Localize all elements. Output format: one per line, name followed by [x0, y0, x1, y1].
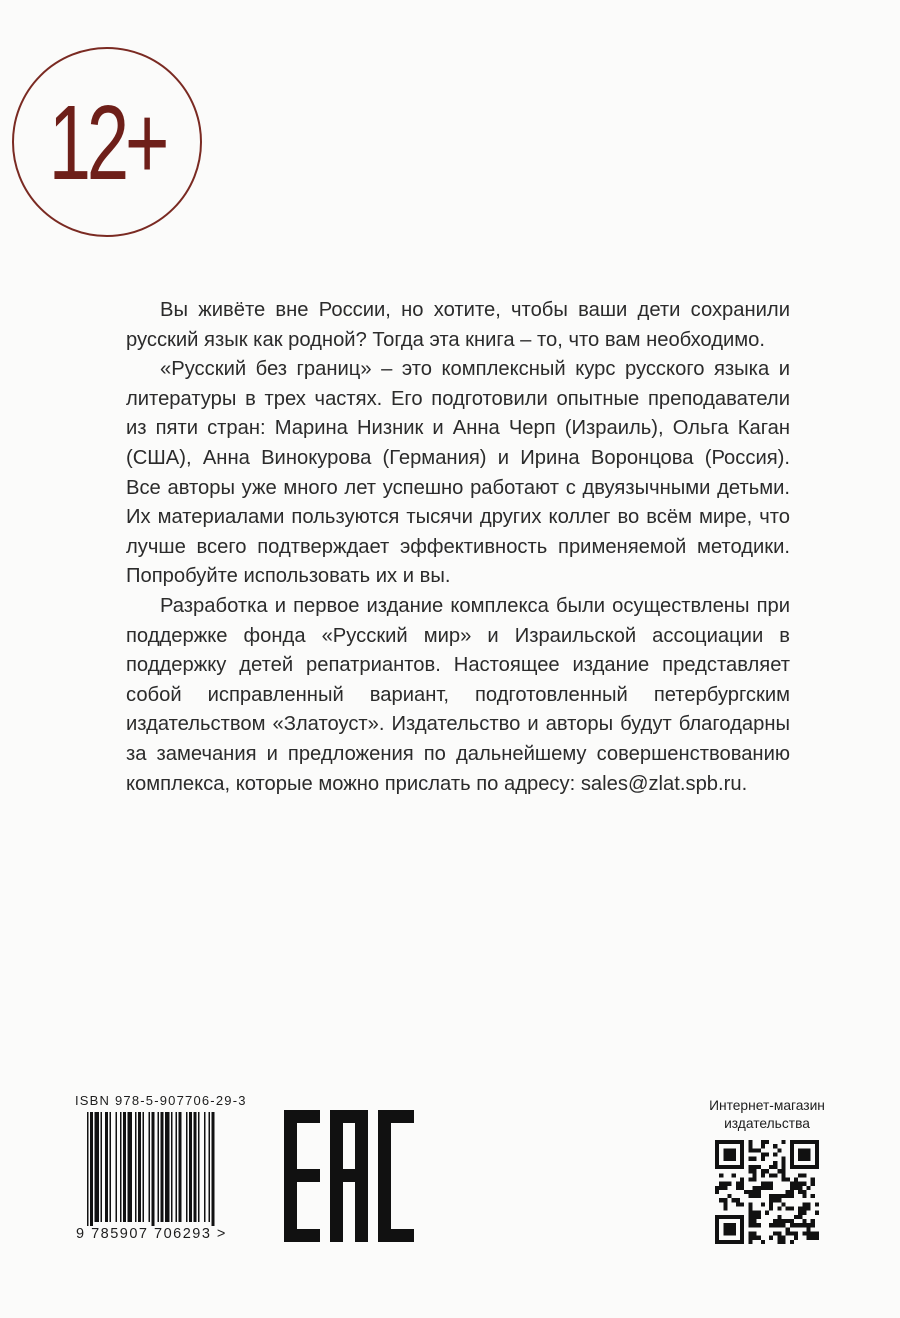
- paragraph: Разработка и первое издание комплекса были осуществлены при поддержке фонда «Русский мир» и Израильской ассоциации в поддержку детей репатриантов. Настоящее издание представляет собой исправленный вариант, подготовленный петербургским издательством «Златоуст». Издательство и авторы будут благодарны за замечания и предложения по дальнейшему совершенствованию комплекса, которые можно прислать по адресу: sales@zlat.spb.ru.: [126, 594, 790, 795]
- age-rating-badge: [12, 47, 202, 237]
- description-text: [126, 296, 790, 799]
- age-rating-text: 12+: [48, 84, 166, 202]
- isbn-label: ISBN 978-5-907706-29-3: [75, 1093, 247, 1108]
- qr-code-icon: [715, 1140, 819, 1244]
- barcode-icon: [87, 1112, 245, 1228]
- eac-mark-icon: [284, 1110, 414, 1242]
- paragraph: Вы живёте вне России, но хотите, чтобы ваши дети сохранили русский язык как родной? Тогда эта книга – то, что вам необходимо.: [126, 299, 790, 351]
- online-shop-label: Интернет-магазин издательства: [709, 1098, 825, 1131]
- barcode-digits: 9 785907 706293 >: [76, 1226, 227, 1242]
- paragraph: «Русский без границ» – это комплексный курс русского языка и литературы в трех частях. Его подготовили опытные преподаватели из пяти стран: Марина Низник и Анна Черп (Израиль), Ольга Каган (США), Анна Винокурова (Германия) и Ирина Воронцова (Россия). Все авторы уже много лет успешно работают с двуязычными детьми. Их материалами пользуются тысячи других коллег во всём мире, что лучше всего подтверждает эффективность применяемой методики. Попробуйте использовать их и вы.: [126, 358, 790, 588]
